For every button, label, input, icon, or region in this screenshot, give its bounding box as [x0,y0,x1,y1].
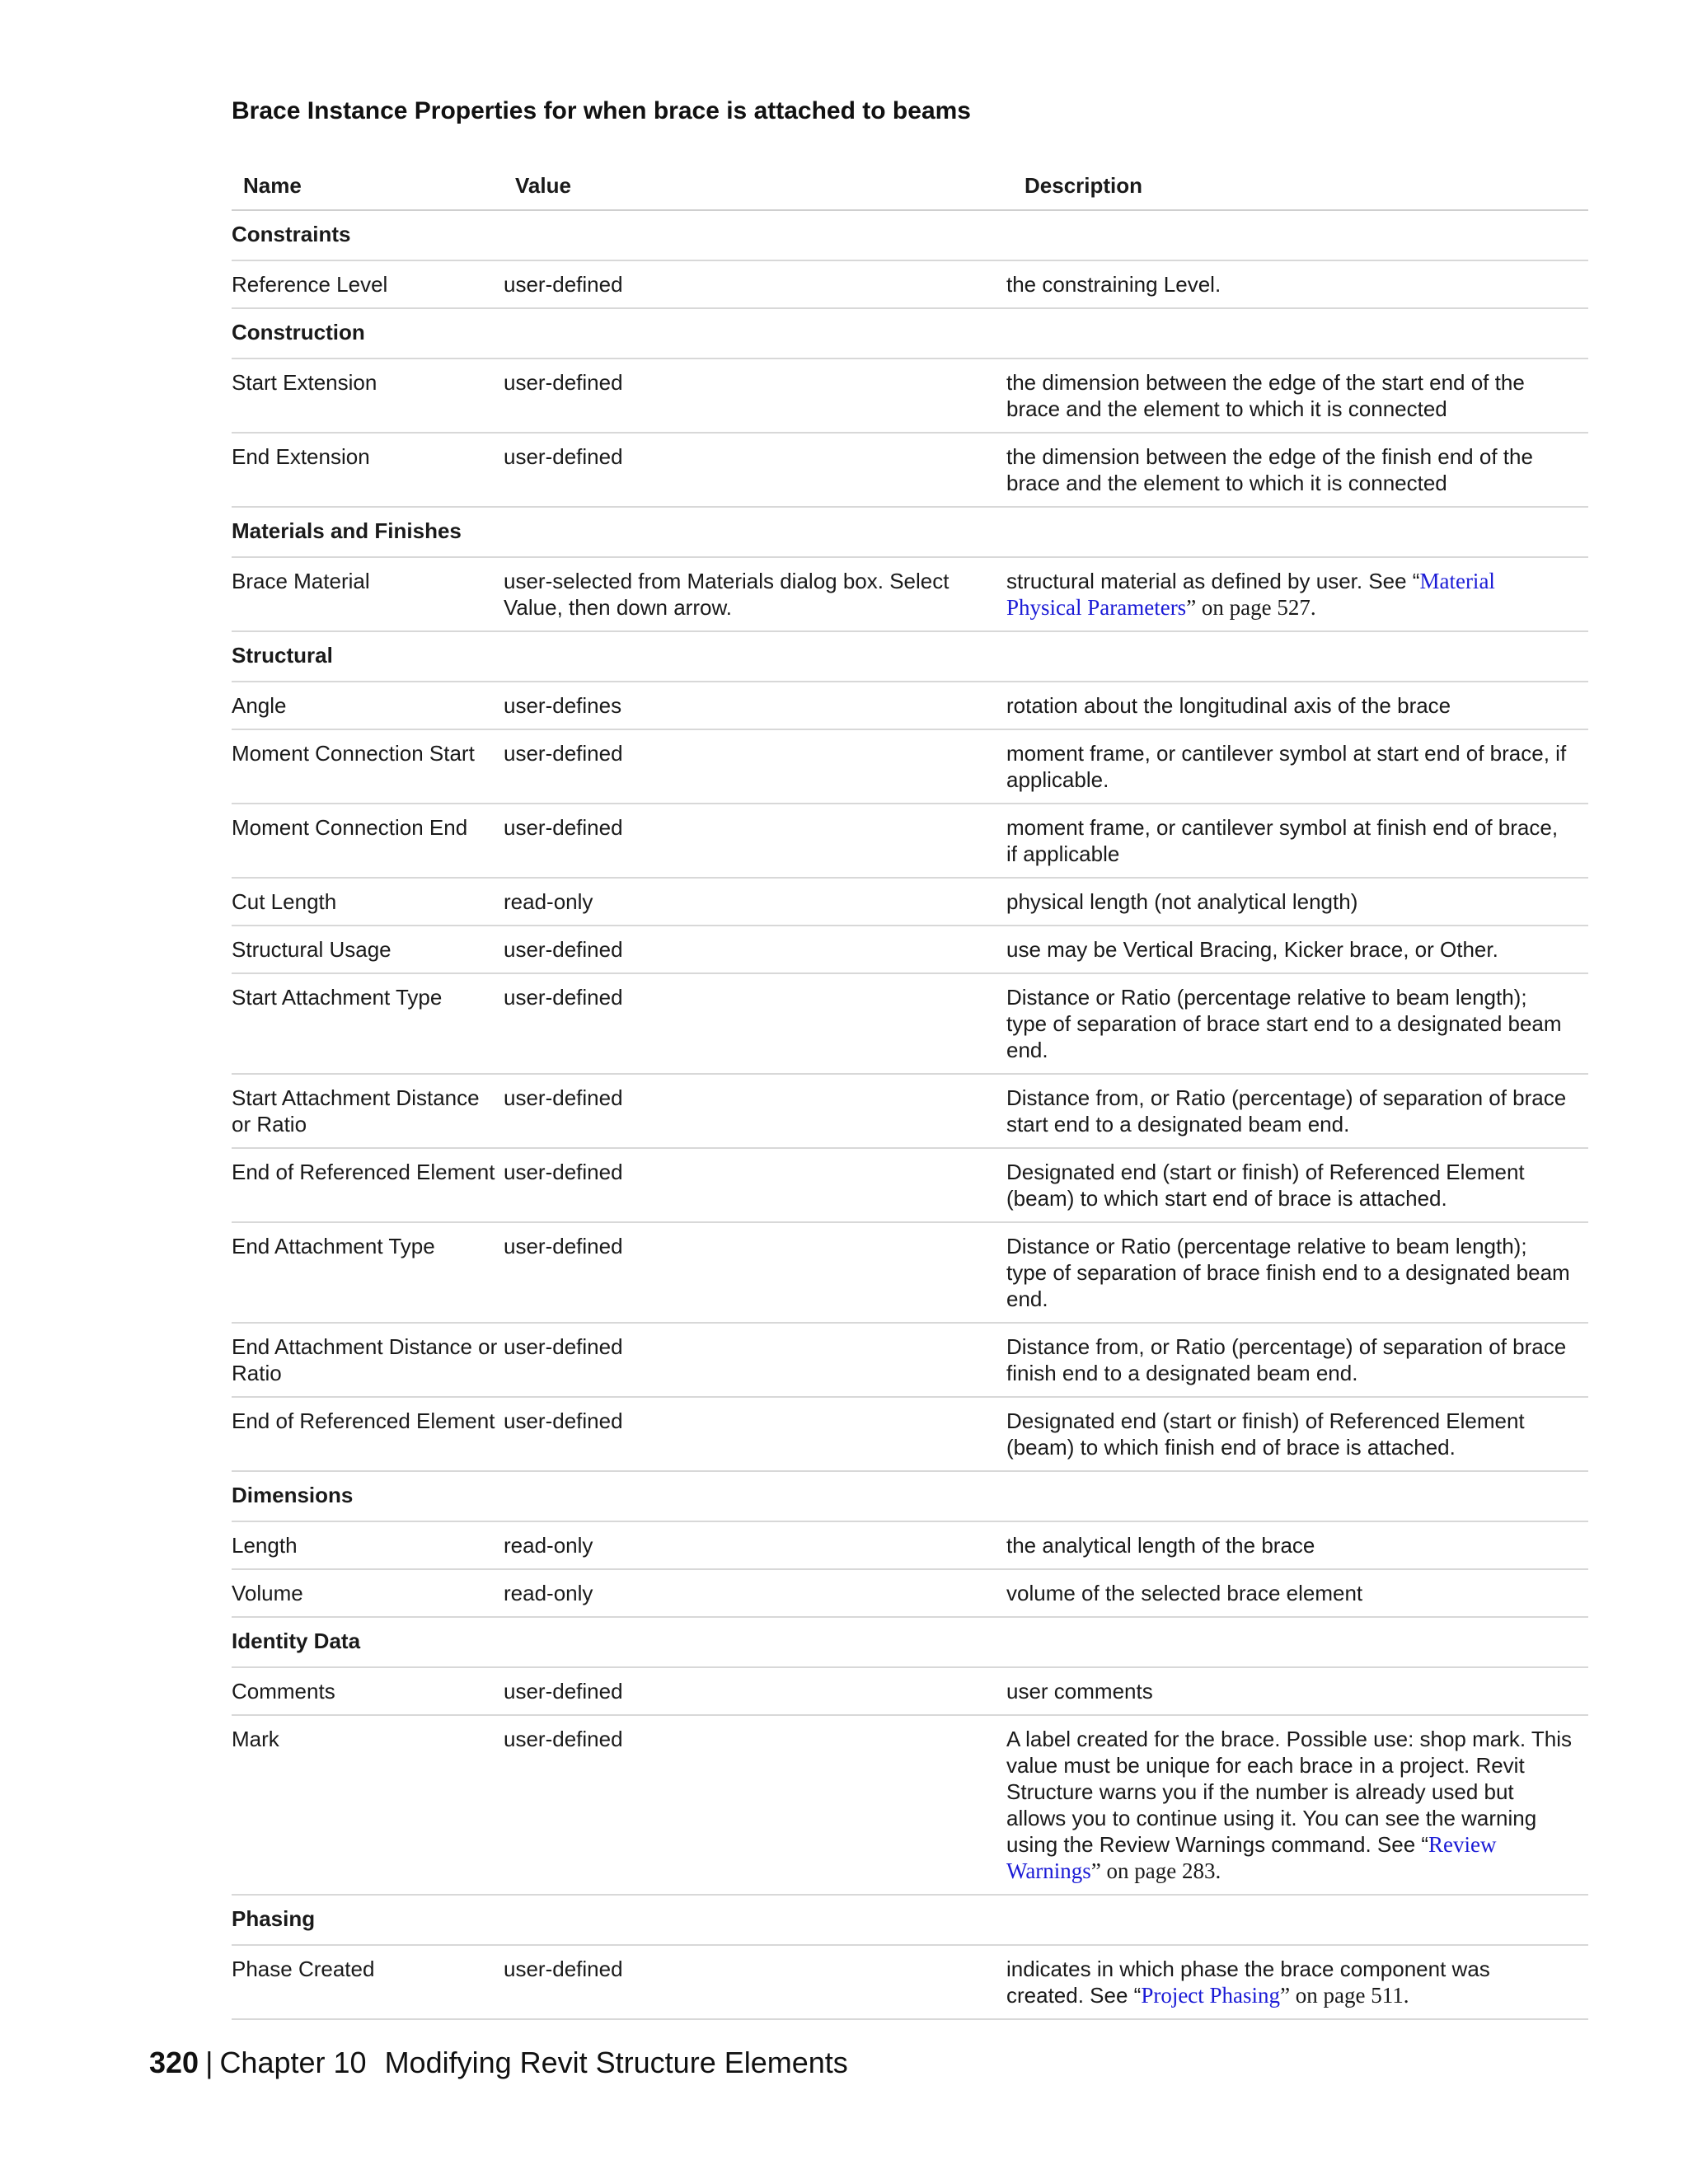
property-value: user-defined [504,926,1006,973]
table-row [232,557,1588,631]
property-value: read-only [504,1569,1006,1617]
section-heading: Phasing [232,1895,1588,1945]
property-value: read-only [504,878,1006,926]
property-description: the dimension between the edge of the finish end of the brace and the element to which it is connected [1006,433,1588,507]
section-heading: Constraints [232,210,1588,260]
property-name: End Attachment Type [232,1222,504,1323]
chapter-title: Modifying Revit Structure Elements [384,2046,848,2079]
table-row [232,1521,1588,1569]
cross-reference-link[interactable]: Review Warnings [1006,1832,1497,1883]
table-body [232,210,1588,2019]
property-description: the analytical length of the brace [1006,1521,1588,1569]
property-value: user-defined [504,1945,1006,2019]
property-value: user-selected from Materials dialog box. Select Value, then down arrow. [504,557,1006,631]
table-row [232,1715,1588,1895]
cross-reference-link[interactable]: Material Physical Parameters [1006,569,1495,620]
property-name: Reference Level [232,260,504,308]
footer-separator: | [205,2046,213,2079]
section-heading: Identity Data [232,1617,1588,1667]
property-value: user-defined [504,804,1006,878]
description-text: structural material as defined by user. See “ [1006,569,1420,593]
table-row [232,1945,1588,2019]
property-description [1006,557,1588,631]
property-value: user-defined [504,260,1006,308]
table-row [232,973,1588,1074]
property-description: rotation about the longitudinal axis of the brace [1006,682,1588,729]
property-description: user comments [1006,1667,1588,1715]
description-text: indicates in which phase the brace component was created. See “ [1006,1957,1490,2008]
table-row [232,260,1588,308]
page-reference: ” on page 527. [1186,595,1316,620]
property-value: user-defined [504,729,1006,804]
property-name: End Extension [232,433,504,507]
property-value: user-defined [504,1715,1006,1895]
property-name: End of Referenced Element [232,1397,504,1471]
property-value: user-defined [504,1667,1006,1715]
page-footer [149,2046,848,2080]
property-description: volume of the selected brace element [1006,1569,1588,1617]
property-description [1006,1945,1588,2019]
property-name: End of Referenced Element [232,1148,504,1222]
section-row [232,631,1588,682]
property-name: Angle [232,682,504,729]
page-reference: ” on page 283. [1090,1858,1221,1883]
property-name: Start Attachment Type [232,973,504,1074]
property-name: Structural Usage [232,926,504,973]
property-description: Distance or Ratio (percentage relative to beam length); type of separation of brace finish end to a designated beam end. [1006,1222,1588,1323]
property-description: moment frame, or cantilever symbol at start end of brace, if applicable. [1006,729,1588,804]
section-heading: Construction [232,308,1588,359]
table-row [232,1148,1588,1222]
property-description: Distance from, or Ratio (percentage) of separation of brace start end to a designated beam end. [1006,1074,1588,1148]
property-value: user-defined [504,433,1006,507]
property-description: Designated end (start or finish) of Referenced Element (beam) to which finish end of brace is attached. [1006,1397,1588,1471]
property-description: the dimension between the edge of the start end of the brace and the element to which it is connected [1006,359,1588,433]
page-title: Brace Instance Properties for when brace is attached to beams [232,97,971,124]
header-value: Value [504,162,1006,210]
property-name: End Attachment Distance or Ratio [232,1323,504,1397]
property-name: Cut Length [232,878,504,926]
table-header [232,162,1588,210]
table-row [232,682,1588,729]
property-name: Brace Material [232,557,504,631]
section-heading: Materials and Finishes [232,507,1588,557]
table-row [232,1569,1588,1617]
properties-table [232,162,1588,2020]
property-value: user-defined [504,1397,1006,1471]
table-row [232,926,1588,973]
table-row [232,729,1588,804]
property-name: Comments [232,1667,504,1715]
section-row [232,507,1588,557]
table-row [232,804,1588,878]
property-description: Distance from, or Ratio (percentage) of separation of brace finish end to a designated beam end. [1006,1323,1588,1397]
table-row [232,878,1588,926]
property-description: moment frame, or cantilever symbol at finish end of brace, if applicable [1006,804,1588,878]
property-value: user-defined [504,1074,1006,1148]
table-row [232,1397,1588,1471]
property-value: user-defined [504,973,1006,1074]
section-heading: Dimensions [232,1471,1588,1521]
section-row [232,210,1588,260]
property-name: Start Attachment Distance or Ratio [232,1074,504,1148]
property-description [1006,1715,1588,1895]
property-description: Designated end (start or finish) of Referenced Element (beam) to which start end of brace is attached. [1006,1148,1588,1222]
property-description: physical length (not analytical length) [1006,878,1588,926]
section-row [232,1471,1588,1521]
property-name: Mark [232,1715,504,1895]
property-value: user-defined [504,1222,1006,1323]
section-heading: Structural [232,631,1588,682]
page-number: 320 [149,2046,199,2079]
header-description: Description [1006,162,1588,210]
table-row [232,1323,1588,1397]
chapter-label: Chapter 10 [219,2046,367,2079]
table-row [232,359,1588,433]
property-name: Moment Connection End [232,804,504,878]
page-reference: ” on page 511. [1280,1983,1409,2008]
property-value: user-defined [504,1148,1006,1222]
property-value: user-defined [504,1323,1006,1397]
header-name: Name [232,162,504,210]
property-value: user-defined [504,359,1006,433]
property-description: use may be Vertical Bracing, Kicker brace, or Other. [1006,926,1588,973]
property-description: the constraining Level. [1006,260,1588,308]
property-name: Phase Created [232,1945,504,2019]
section-row [232,1617,1588,1667]
table-row [232,433,1588,507]
property-name: Moment Connection Start [232,729,504,804]
table-row [232,1222,1588,1323]
section-row [232,308,1588,359]
table-row [232,1667,1588,1715]
table-row [232,1074,1588,1148]
property-name: Start Extension [232,359,504,433]
property-value: user-defines [504,682,1006,729]
cross-reference-link[interactable]: Project Phasing [1141,1983,1281,2008]
property-name: Length [232,1521,504,1569]
description-text: A label created for the brace. Possible use: shop mark. This value must be unique for each brace in a project. Revit Structure warns you if the number is already used but allows you to continue using it. You can see the warning using the Review Warnings command. See “ [1006,1727,1572,1857]
property-description: Distance or Ratio (percentage relative to beam length); type of separation of brace start end to a designated beam end. [1006,973,1588,1074]
property-name: Volume [232,1569,504,1617]
section-row [232,1895,1588,1945]
property-value: read-only [504,1521,1006,1569]
